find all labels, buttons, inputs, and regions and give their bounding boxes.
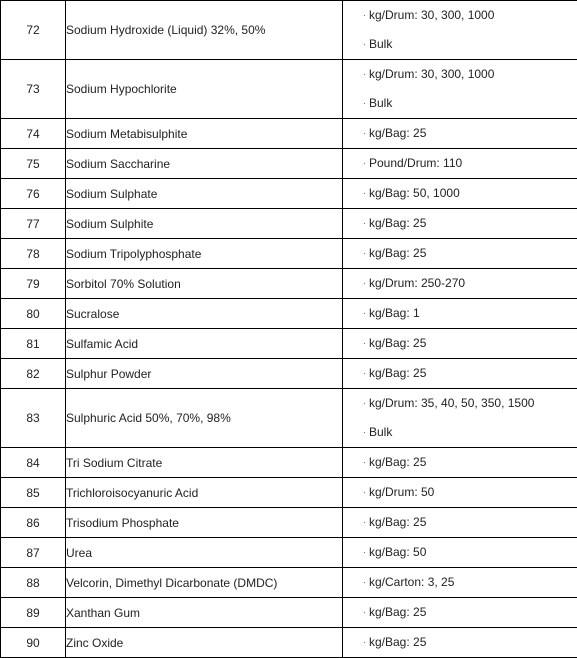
item-number: 81: [1, 329, 66, 359]
packing-item: [343, 209, 577, 238]
bullet-icon: ·: [363, 598, 366, 627]
bullet-icon: ·: [363, 299, 366, 328]
packing-item: [343, 508, 577, 537]
bullet-icon: ·: [363, 478, 366, 507]
item-number: 79: [1, 269, 66, 299]
packing-text: kg/Bag: 25: [369, 126, 426, 140]
packing-cell: [343, 239, 577, 269]
product-name: Sulphuric Acid 50%, 70%, 98%: [66, 389, 343, 448]
packing-cell: [343, 269, 577, 299]
bullet-icon: ·: [363, 89, 366, 118]
product-name: Sodium Metabisulphite: [66, 119, 343, 149]
table-row: [1, 538, 577, 568]
bullet-icon: ·: [363, 418, 366, 447]
table-row: [1, 269, 577, 299]
product-name: Urea: [66, 538, 343, 568]
product-name: Sorbitol 70% Solution: [66, 269, 343, 299]
packing-cell: [343, 508, 577, 538]
packing-text: kg/Drum: 35, 40, 50, 350, 1500: [369, 396, 534, 410]
packing-cell: [343, 598, 577, 628]
table-row: [1, 209, 577, 239]
packing-text: kg/Bag: 50: [369, 545, 426, 559]
item-number: 74: [1, 119, 66, 149]
bullet-icon: ·: [363, 448, 366, 477]
table-row: [1, 598, 577, 628]
product-name: Tri Sodium Citrate: [66, 448, 343, 478]
table-row: [1, 179, 577, 209]
packing-item: [343, 149, 577, 178]
product-name: Sucralose: [66, 299, 343, 329]
packing-item: [343, 418, 577, 447]
packing-cell: [343, 538, 577, 568]
product-name: Sodium Sulphite: [66, 209, 343, 239]
table-row: [1, 149, 577, 179]
packing-text: kg/Bag: 25: [369, 216, 426, 230]
product-name: Trichloroisocyanuric Acid: [66, 478, 343, 508]
product-name: Sulfamic Acid: [66, 329, 343, 359]
bullet-icon: ·: [363, 119, 366, 148]
product-name: Sulphur Powder: [66, 359, 343, 389]
packing-item: [343, 30, 577, 59]
packing-cell: [343, 628, 577, 658]
product-name: Trisodium Phosphate: [66, 508, 343, 538]
packing-item: [343, 269, 577, 298]
packing-item: [343, 60, 577, 89]
item-number: 85: [1, 478, 66, 508]
packing-item: [343, 598, 577, 627]
packing-text: kg/Drum: 50: [369, 485, 434, 499]
packing-text: kg/Bag: 1: [369, 306, 420, 320]
packing-text: kg/Bag: 25: [369, 366, 426, 380]
packing-text: kg/Drum: 250-270: [369, 276, 465, 290]
product-name: Sodium Hydroxide (Liquid) 32%, 50%: [66, 1, 343, 60]
bullet-icon: ·: [363, 179, 366, 208]
packing-item: [343, 538, 577, 567]
table-row: [1, 299, 577, 329]
packing-item: [343, 568, 577, 597]
item-number: 83: [1, 389, 66, 448]
table-row: [1, 568, 577, 598]
table-row: [1, 359, 577, 389]
product-name: Velcorin, Dimethyl Dicarbonate (DMDC): [66, 568, 343, 598]
packing-cell: [343, 389, 577, 448]
item-number: 82: [1, 359, 66, 389]
packing-item: [343, 1, 577, 30]
table-row: [1, 389, 577, 448]
table-row: [1, 508, 577, 538]
item-number: 88: [1, 568, 66, 598]
item-number: 87: [1, 538, 66, 568]
bullet-icon: ·: [363, 568, 366, 597]
packing-item: [343, 478, 577, 507]
item-number: 77: [1, 209, 66, 239]
bullet-icon: ·: [363, 269, 366, 298]
bullet-icon: ·: [363, 209, 366, 238]
table-row: [1, 119, 577, 149]
bullet-icon: ·: [363, 538, 366, 567]
packing-text: Bulk: [369, 425, 392, 439]
item-number: 76: [1, 179, 66, 209]
packing-cell: [343, 209, 577, 239]
bullet-icon: ·: [363, 508, 366, 537]
packing-cell: [343, 299, 577, 329]
item-number: 86: [1, 508, 66, 538]
packing-text: Bulk: [369, 37, 392, 51]
products-table-body: [1, 1, 577, 658]
item-number: 78: [1, 239, 66, 269]
bullet-icon: ·: [363, 359, 366, 388]
packing-item: [343, 239, 577, 268]
bullet-icon: ·: [363, 1, 366, 30]
packing-cell: [343, 329, 577, 359]
packing-item: [343, 299, 577, 328]
packing-text: kg/Drum: 30, 300, 1000: [369, 8, 494, 22]
bullet-icon: ·: [363, 30, 366, 59]
product-name: Sodium Sulphate: [66, 179, 343, 209]
packing-item: [343, 329, 577, 358]
item-number: 72: [1, 1, 66, 60]
packing-cell: [343, 179, 577, 209]
packing-cell: [343, 119, 577, 149]
item-number: 80: [1, 299, 66, 329]
packing-text: kg/Bag: 25: [369, 246, 426, 260]
item-number: 90: [1, 628, 66, 658]
product-name: Xanthan Gum: [66, 598, 343, 628]
packing-text: kg/Bag: 25: [369, 515, 426, 529]
bullet-icon: ·: [363, 389, 366, 418]
bullet-icon: ·: [363, 329, 366, 358]
product-name: Sodium Tripolyphosphate: [66, 239, 343, 269]
item-number: 73: [1, 60, 66, 119]
packing-item: [343, 389, 577, 418]
table-row: [1, 628, 577, 658]
packing-text: Pound/Drum: 110: [369, 156, 462, 170]
packing-text: kg/Bag: 25: [369, 336, 426, 350]
packing-cell: [343, 149, 577, 179]
product-name: Sodium Hypochlorite: [66, 60, 343, 119]
product-name: Sodium Saccharine: [66, 149, 343, 179]
bullet-icon: ·: [363, 239, 366, 268]
item-number: 75: [1, 149, 66, 179]
item-number: 84: [1, 448, 66, 478]
packing-item: [343, 448, 577, 477]
packing-cell: [343, 448, 577, 478]
packing-text: kg/Bag: 25: [369, 605, 426, 619]
item-number: 89: [1, 598, 66, 628]
packing-item: [343, 119, 577, 148]
packing-cell: [343, 568, 577, 598]
packing-text: kg/Bag: 25: [369, 635, 426, 649]
packing-text: kg/Bag: 25: [369, 455, 426, 469]
packing-cell: [343, 1, 577, 60]
table-row: [1, 448, 577, 478]
product-name: Zinc Oxide: [66, 628, 343, 658]
packing-cell: [343, 478, 577, 508]
bullet-icon: ·: [363, 60, 366, 89]
table-row: [1, 60, 577, 119]
table-row: [1, 329, 577, 359]
table-row: [1, 239, 577, 269]
packing-cell: [343, 60, 577, 119]
packing-item: [343, 628, 577, 657]
packing-text: Bulk: [369, 96, 392, 110]
table-row: [1, 1, 577, 60]
packing-text: kg/Carton: 3, 25: [369, 575, 454, 589]
packing-item: [343, 359, 577, 388]
table-row: [1, 478, 577, 508]
packing-item: [343, 179, 577, 208]
packing-item: [343, 89, 577, 118]
bullet-icon: ·: [363, 149, 366, 178]
packing-text: kg/Bag: 50, 1000: [369, 186, 460, 200]
packing-cell: [343, 359, 577, 389]
bullet-icon: ·: [363, 628, 366, 657]
packing-text: kg/Drum: 30, 300, 1000: [369, 67, 494, 81]
